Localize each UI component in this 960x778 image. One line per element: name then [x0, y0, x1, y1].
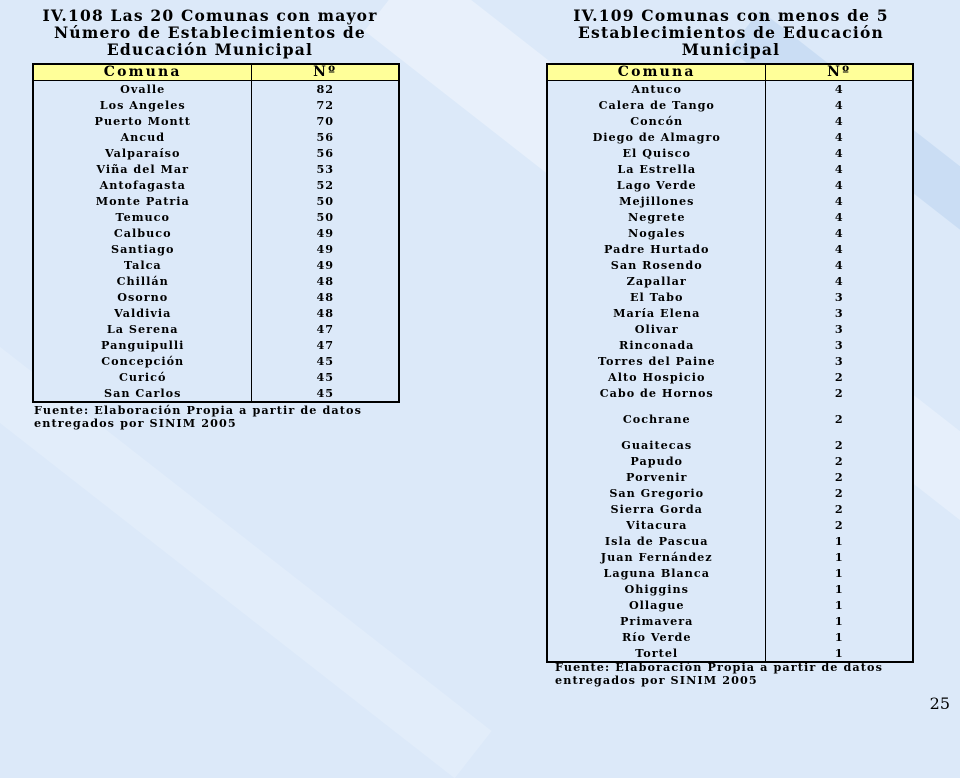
count-cell: 1: [766, 613, 913, 629]
count-cell: 2: [766, 437, 913, 453]
comuna-cell: El Tabo: [547, 289, 766, 305]
count-cell: 4: [766, 177, 913, 193]
source-line: entregados por SINIM 2005: [34, 416, 237, 430]
comuna-cell: La Serena: [33, 321, 252, 337]
left-table-title: [6, 7, 414, 58]
comuna-cell: San Gregorio: [547, 485, 766, 501]
left-source-note: [34, 404, 414, 430]
comuna-cell: Porvenir: [547, 469, 766, 485]
count-cell: 4: [766, 257, 913, 273]
comuna-cell: Primavera: [547, 613, 766, 629]
count-cell: 70: [252, 113, 399, 129]
table-row: [547, 289, 913, 305]
comuna-cell: Curicó: [33, 369, 252, 385]
comuna-cell: Vitacura: [547, 517, 766, 533]
right-source-note: [555, 661, 935, 687]
comuna-cell: La Estrella: [547, 161, 766, 177]
table-row: [547, 629, 913, 645]
table-row: [547, 401, 913, 437]
count-cell: 52: [252, 177, 399, 193]
table-row: [33, 257, 399, 273]
count-cell: 2: [766, 469, 913, 485]
table-row: [547, 597, 913, 613]
table-row: [33, 129, 399, 145]
right-table-title: [536, 7, 926, 58]
table-row: [33, 225, 399, 241]
count-cell: 4: [766, 113, 913, 129]
comuna-cell: Valparaíso: [33, 145, 252, 161]
count-cell: 1: [766, 533, 913, 549]
table-row: [33, 241, 399, 257]
table-row: [547, 241, 913, 257]
comuna-cell: Padre Hurtado: [547, 241, 766, 257]
comuna-cell: Mejillones: [547, 193, 766, 209]
table-row: [33, 305, 399, 321]
comuna-cell: Alto Hospicio: [547, 369, 766, 385]
source-line: entregados por SINIM 2005: [555, 673, 758, 687]
comuna-cell: Lago Verde: [547, 177, 766, 193]
source-line: Fuente: Elaboración Propia a partir de datos: [34, 403, 362, 417]
count-cell: 50: [252, 193, 399, 209]
count-cell: 45: [252, 353, 399, 369]
comuna-cell: Ohiggins: [547, 581, 766, 597]
table-row: [547, 501, 913, 517]
count-cell: 3: [766, 305, 913, 321]
count-cell: 2: [766, 401, 913, 437]
table-row: [547, 549, 913, 565]
comuna-cell: Chillán: [33, 273, 252, 289]
table-row: [547, 161, 913, 177]
count-cell: 47: [252, 321, 399, 337]
count-cell: 3: [766, 289, 913, 305]
comuna-cell: Nogales: [547, 225, 766, 241]
table-row: [547, 97, 913, 113]
comuna-cell: Concón: [547, 113, 766, 129]
table-row: [547, 581, 913, 597]
table-row: [547, 177, 913, 193]
count-cell: 1: [766, 597, 913, 613]
count-cell: 72: [252, 97, 399, 113]
count-cell: 49: [252, 241, 399, 257]
table-row: [547, 305, 913, 321]
comuna-cell: Monte Patria: [33, 193, 252, 209]
count-cell: 56: [252, 129, 399, 145]
comuna-cell: Papudo: [547, 453, 766, 469]
right-table-body: [547, 81, 913, 663]
table-row: [33, 337, 399, 353]
comuna-cell: Juan Fernández: [547, 549, 766, 565]
count-cell: 2: [766, 385, 913, 401]
count-cell: 3: [766, 337, 913, 353]
table-row: [547, 113, 913, 129]
table-row: [33, 97, 399, 113]
table-row: [33, 177, 399, 193]
table-row: [547, 517, 913, 533]
table-row: [547, 385, 913, 401]
count-cell: 45: [252, 385, 399, 402]
count-cell: 2: [766, 501, 913, 517]
count-cell: 4: [766, 97, 913, 113]
table-row: [33, 193, 399, 209]
comuna-cell: Antuco: [547, 81, 766, 98]
count-cell: 47: [252, 337, 399, 353]
count-cell: 45: [252, 369, 399, 385]
left-table-body: [33, 81, 399, 403]
comuna-cell: Puerto Montt: [33, 113, 252, 129]
title-line: IV.108 Las 20 Comunas con mayor: [42, 6, 378, 25]
count-cell: 48: [252, 305, 399, 321]
table-row: [33, 273, 399, 289]
count-cell: 2: [766, 485, 913, 501]
table-header-row: [547, 64, 913, 81]
table-row: [547, 257, 913, 273]
comuna-cell: Antofagasta: [33, 177, 252, 193]
count-cell: 4: [766, 193, 913, 209]
table-row: [547, 533, 913, 549]
source-line: Fuente: Elaboración Propia a partir de datos: [555, 660, 883, 674]
count-cell: 4: [766, 81, 913, 98]
comuna-cell: Zapallar: [547, 273, 766, 289]
count-cell: 56: [252, 145, 399, 161]
table-row: [547, 565, 913, 581]
count-cell: 82: [252, 81, 399, 98]
table-row: [33, 353, 399, 369]
count-cell: 3: [766, 321, 913, 337]
comuna-cell: Río Verde: [547, 629, 766, 645]
table-row: [33, 113, 399, 129]
comuna-cell: Viña del Mar: [33, 161, 252, 177]
comuna-cell: Torres del Paine: [547, 353, 766, 369]
title-line: Municipal: [681, 40, 781, 59]
comuna-cell: Panguipulli: [33, 337, 252, 353]
count-cell: 2: [766, 453, 913, 469]
table-row: [547, 469, 913, 485]
comuna-cell: Calbuco: [33, 225, 252, 241]
table-row: [33, 145, 399, 161]
count-cell: 49: [252, 225, 399, 241]
table-row: [547, 129, 913, 145]
column-header-number: Nº: [766, 64, 913, 81]
comuna-cell: Isla de Pascua: [547, 533, 766, 549]
comuna-cell: Ollague: [547, 597, 766, 613]
left-comunas-table: [32, 63, 400, 403]
column-header-comuna: Comuna: [33, 64, 252, 81]
table-row: [547, 273, 913, 289]
comuna-cell: Valdivia: [33, 305, 252, 321]
comuna-cell: Diego de Almagro: [547, 129, 766, 145]
comuna-cell: Temuco: [33, 209, 252, 225]
comuna-cell: San Carlos: [33, 385, 252, 402]
count-cell: 2: [766, 517, 913, 533]
count-cell: 4: [766, 241, 913, 257]
table-row: [547, 485, 913, 501]
count-cell: 48: [252, 273, 399, 289]
table-row: [33, 369, 399, 385]
count-cell: 4: [766, 129, 913, 145]
comuna-cell: Cochrane: [547, 401, 766, 437]
table-row: [547, 145, 913, 161]
title-line: Número de Establecimientos de: [54, 23, 366, 42]
title-line: IV.109 Comunas con menos de 5: [573, 6, 889, 25]
count-cell: 48: [252, 289, 399, 305]
title-line: Establecimientos de Educación: [578, 23, 884, 42]
count-cell: 1: [766, 629, 913, 645]
comuna-cell: Calera de Tango: [547, 97, 766, 113]
comuna-cell: Guaitecas: [547, 437, 766, 453]
count-cell: 4: [766, 225, 913, 241]
table-row: [547, 453, 913, 469]
count-cell: 53: [252, 161, 399, 177]
right-comunas-table: [546, 63, 914, 663]
table-row: [33, 385, 399, 402]
count-cell: 4: [766, 273, 913, 289]
comuna-cell: San Rosendo: [547, 257, 766, 273]
count-cell: 4: [766, 209, 913, 225]
comuna-cell: Los Angeles: [33, 97, 252, 113]
comuna-cell: Santiago: [33, 241, 252, 257]
comuna-cell: Ovalle: [33, 81, 252, 98]
table-row: [547, 369, 913, 385]
table-row: [547, 225, 913, 241]
table-row: [547, 321, 913, 337]
column-header-comuna: Comuna: [547, 64, 766, 81]
page-number: 25: [929, 694, 950, 713]
comuna-cell: Osorno: [33, 289, 252, 305]
count-cell: 2: [766, 369, 913, 385]
comuna-cell: Talca: [33, 257, 252, 273]
count-cell: 1: [766, 581, 913, 597]
comuna-cell: Olivar: [547, 321, 766, 337]
count-cell: 1: [766, 565, 913, 581]
table-row: [547, 613, 913, 629]
table-row: [547, 193, 913, 209]
table-row: [547, 81, 913, 98]
table-row: [33, 209, 399, 225]
count-cell: 1: [766, 645, 913, 662]
table-row: [547, 353, 913, 369]
count-cell: 50: [252, 209, 399, 225]
table-row: [33, 161, 399, 177]
comuna-cell: Concepción: [33, 353, 252, 369]
title-line: Educación Municipal: [106, 40, 314, 59]
comuna-cell: Tortel: [547, 645, 766, 662]
comuna-cell: María Elena: [547, 305, 766, 321]
comuna-cell: El Quisco: [547, 145, 766, 161]
table-row: [547, 437, 913, 453]
table-row: [33, 321, 399, 337]
count-cell: 4: [766, 145, 913, 161]
count-cell: 1: [766, 549, 913, 565]
table-header-row: [33, 64, 399, 81]
comuna-cell: Laguna Blanca: [547, 565, 766, 581]
table-row: [33, 81, 399, 98]
count-cell: 4: [766, 161, 913, 177]
comuna-cell: Rinconada: [547, 337, 766, 353]
comuna-cell: Negrete: [547, 209, 766, 225]
comuna-cell: Cabo de Hornos: [547, 385, 766, 401]
table-row: [547, 209, 913, 225]
table-row: [547, 337, 913, 353]
count-cell: 3: [766, 353, 913, 369]
column-header-number: Nº: [252, 64, 399, 81]
comuna-cell: Sierra Gorda: [547, 501, 766, 517]
table-row: [33, 289, 399, 305]
count-cell: 49: [252, 257, 399, 273]
comuna-cell: Ancud: [33, 129, 252, 145]
